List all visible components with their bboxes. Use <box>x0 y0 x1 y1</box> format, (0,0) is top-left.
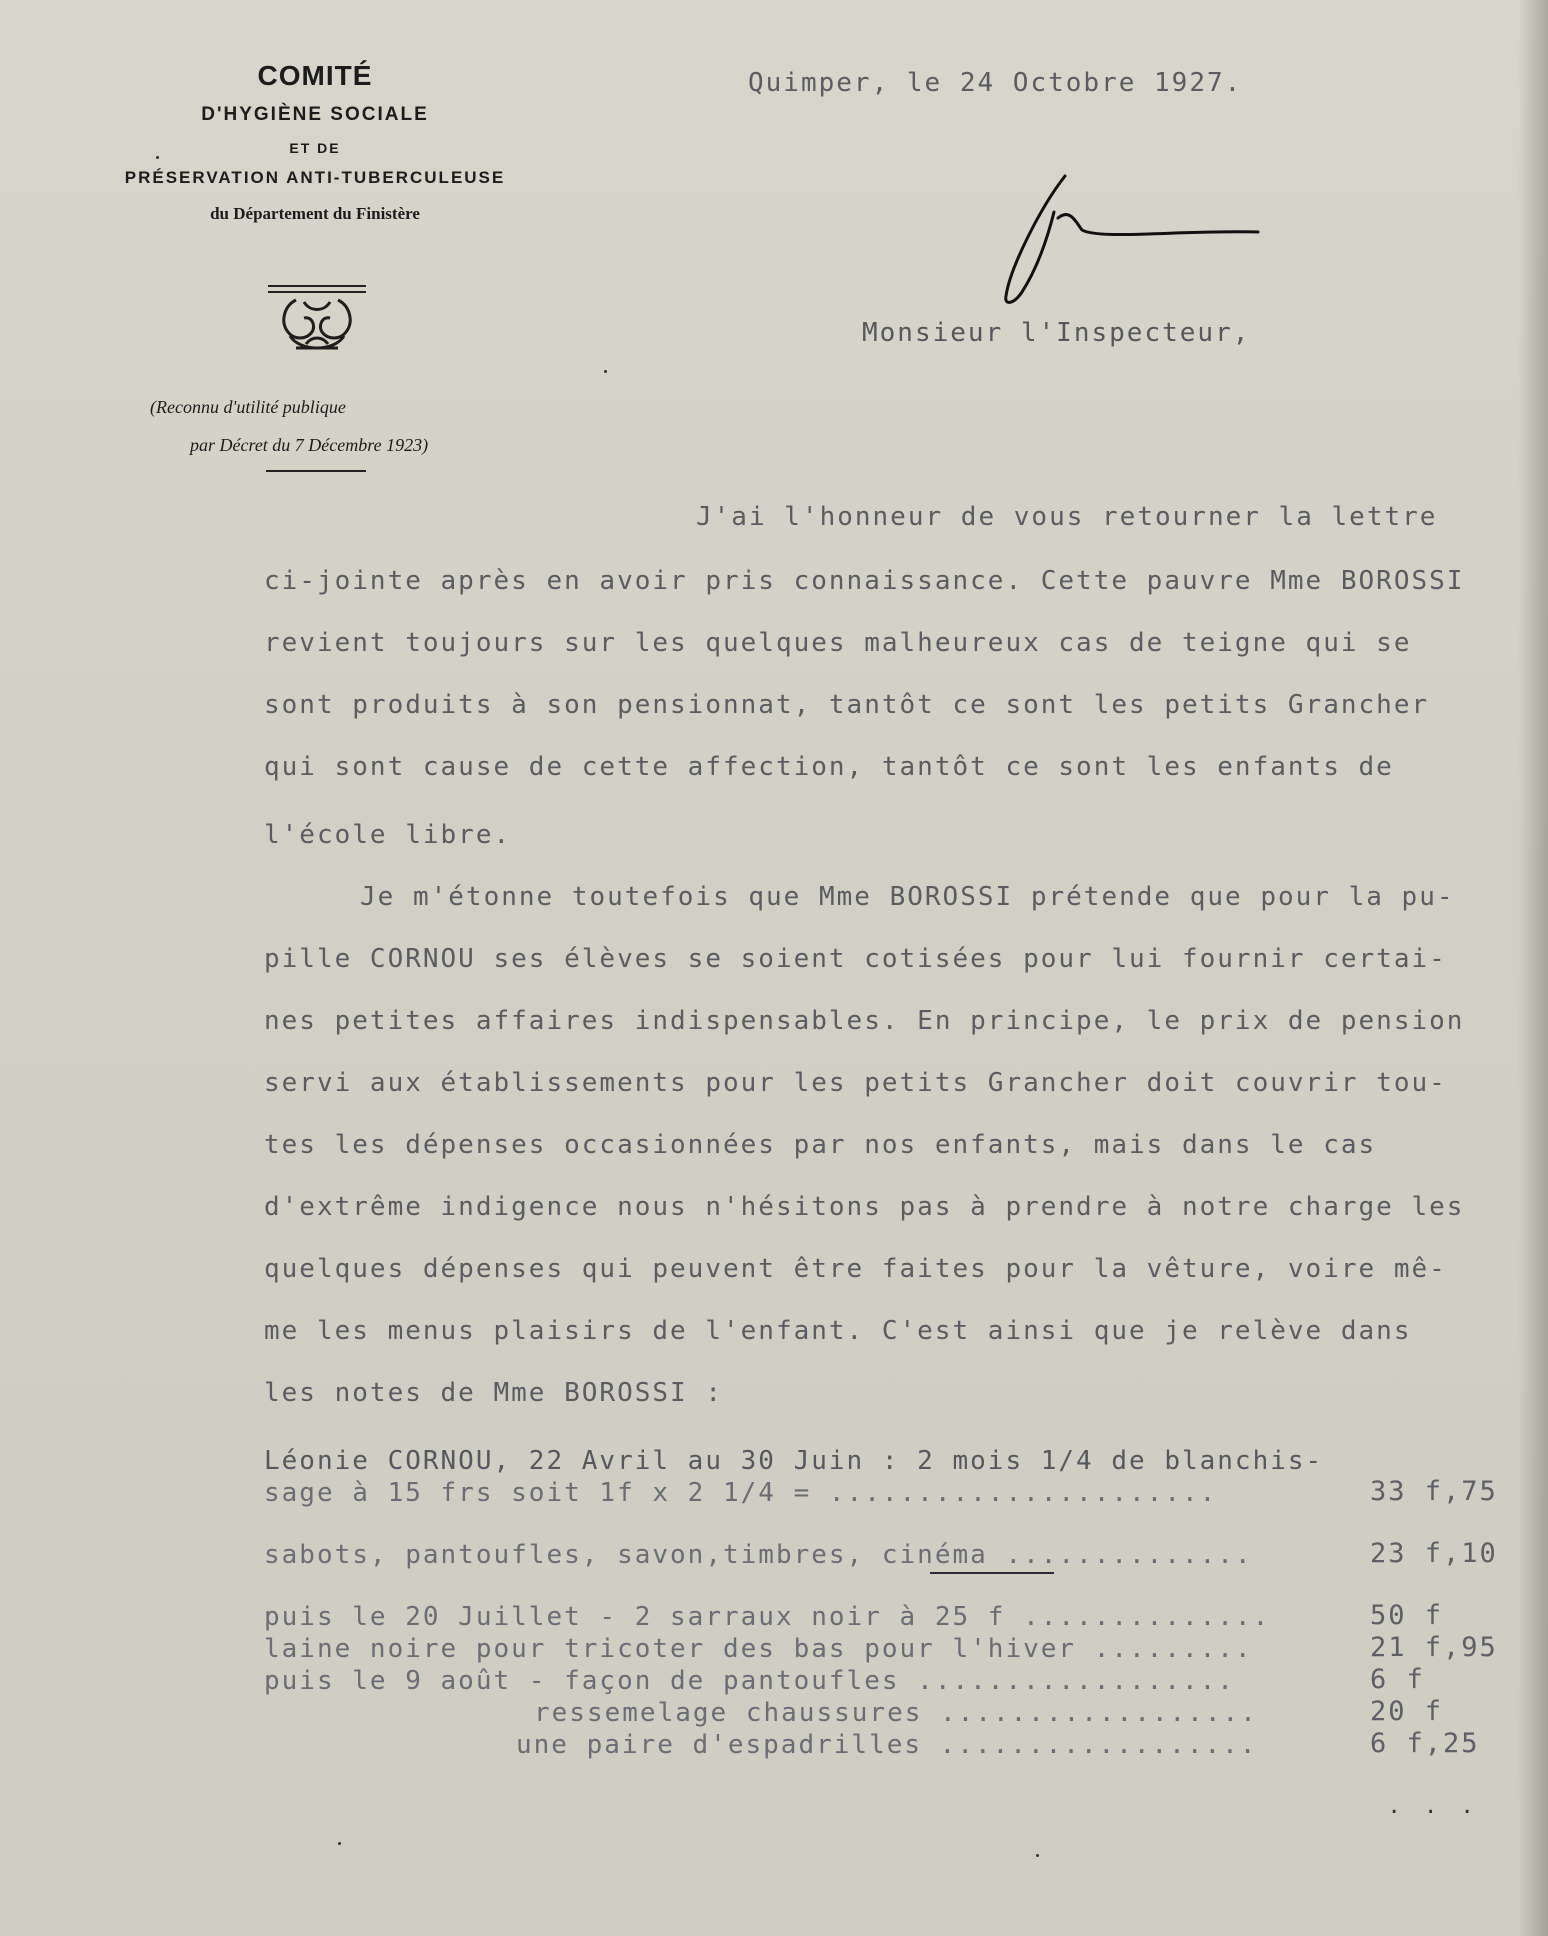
body-line: servi aux établissements pour les petits Grancher doit couvrir tou- <box>264 1068 1447 1098</box>
body-line: tes les dépenses occasionnées par nos enfants, mais dans le cas <box>264 1130 1377 1160</box>
expense-amount: 50 f <box>1370 1600 1444 1631</box>
expense-amount: 6 f <box>1370 1664 1425 1695</box>
recognition-line-1: (Reconnu d'utilité publique <box>150 397 346 417</box>
expense-row: sabots, pantoufles, savon,timbres, cinéma .............. <box>264 1540 1253 1570</box>
expense-row: une paire d'espadrilles .................. <box>516 1730 1258 1760</box>
paper-speck <box>604 370 607 373</box>
expense-row: Léonie CORNOU, 22 Avril au 30 Juin : 2 mois 1/4 de blanchis- <box>264 1446 1324 1476</box>
letterhead-line-hygiene: D'HYGIÈNE SOCIALE <box>201 104 429 125</box>
body-line: l'école libre. <box>264 820 512 850</box>
body-line: nes petites affaires indispensables. En principe, le prix de pension <box>264 1006 1465 1036</box>
paper-speck <box>156 156 159 159</box>
paper-speck <box>1036 1854 1039 1857</box>
body-line: ci-jointe après en avoir pris connaissance. Cette pauvre Mme BOROSSI <box>264 566 1465 596</box>
paper-speck <box>338 1842 341 1845</box>
salutation: Monsieur l'Inspecteur, <box>862 318 1251 348</box>
expense-row: ressemelage chaussures .................. <box>534 1698 1258 1728</box>
letterhead-line-preservation: PRÉSERVATION ANTI-TUBERCULEUSE <box>124 168 506 187</box>
expense-row: puis le 20 Juillet - 2 sarraux noir à 25 f .............. <box>264 1602 1271 1632</box>
body-line: Je m'étonne toutefois que Mme BOROSSI prétende que pour la pu- <box>360 882 1455 912</box>
letterhead-divider <box>266 470 366 472</box>
body-line: sont produits à son pensionnat, tantôt ce sont les petits Grancher <box>264 690 1430 720</box>
body-line: les notes de Mme BOROSSI : <box>264 1378 723 1408</box>
handwritten-underline <box>930 1572 1054 1574</box>
continuation-mark: . . . <box>1390 1790 1482 1820</box>
expense-amount: 33 f,75 <box>1370 1476 1498 1507</box>
body-line: J'ai l'honneur de vous retourner la lettre <box>696 502 1438 532</box>
body-line: qui sont cause de cette affection, tantôt ce sont les enfants de <box>264 752 1394 782</box>
recognition-note <box>140 388 520 464</box>
page-edge-shadow <box>1518 0 1548 1936</box>
body-line: d'extrême indigence nous n'hésitons pas à prendre à notre charge les <box>264 1192 1465 1222</box>
recognition-line-2: par Décret du 7 Décembre 1923) <box>190 435 429 455</box>
letter-date: Quimper, le 24 Octobre 1927. <box>748 68 1243 98</box>
body-line: me les menus plaisirs de l'enfant. C'est ainsi que je relève dans <box>264 1316 1412 1346</box>
expense-amount: 23 f,10 <box>1370 1538 1498 1569</box>
expense-amount: 21 f,95 <box>1370 1632 1498 1663</box>
letterhead-line-et-de: ET DE <box>289 140 341 156</box>
letterhead-line-departement: du Département du Finistère <box>210 204 420 223</box>
letterhead-title: COMITÉ <box>257 60 373 91</box>
expense-amount: 20 f <box>1370 1696 1444 1727</box>
expense-row: laine noire pour tricoter des bas pour l'hiver ......... <box>264 1634 1253 1664</box>
expense-row: sage à 15 frs soit 1f x 2 1/4 = ...................... <box>264 1478 1218 1508</box>
emblem-icon <box>266 282 368 362</box>
expense-row: puis le 9 août - façon de pantoufles .................. <box>264 1666 1235 1696</box>
body-line: revient toujours sur les quelques malheureux cas de teigne qui se <box>264 628 1412 658</box>
body-line: pille CORNOU ses élèves se soient cotisées pour lui fournir certai- <box>264 944 1447 974</box>
letterhead <box>90 60 540 224</box>
handwritten-initial <box>1000 168 1270 308</box>
body-line: quelques dépenses qui peuvent être faites pour la vêture, voire mê- <box>264 1254 1447 1284</box>
expense-amount: 6 f,25 <box>1370 1728 1480 1759</box>
